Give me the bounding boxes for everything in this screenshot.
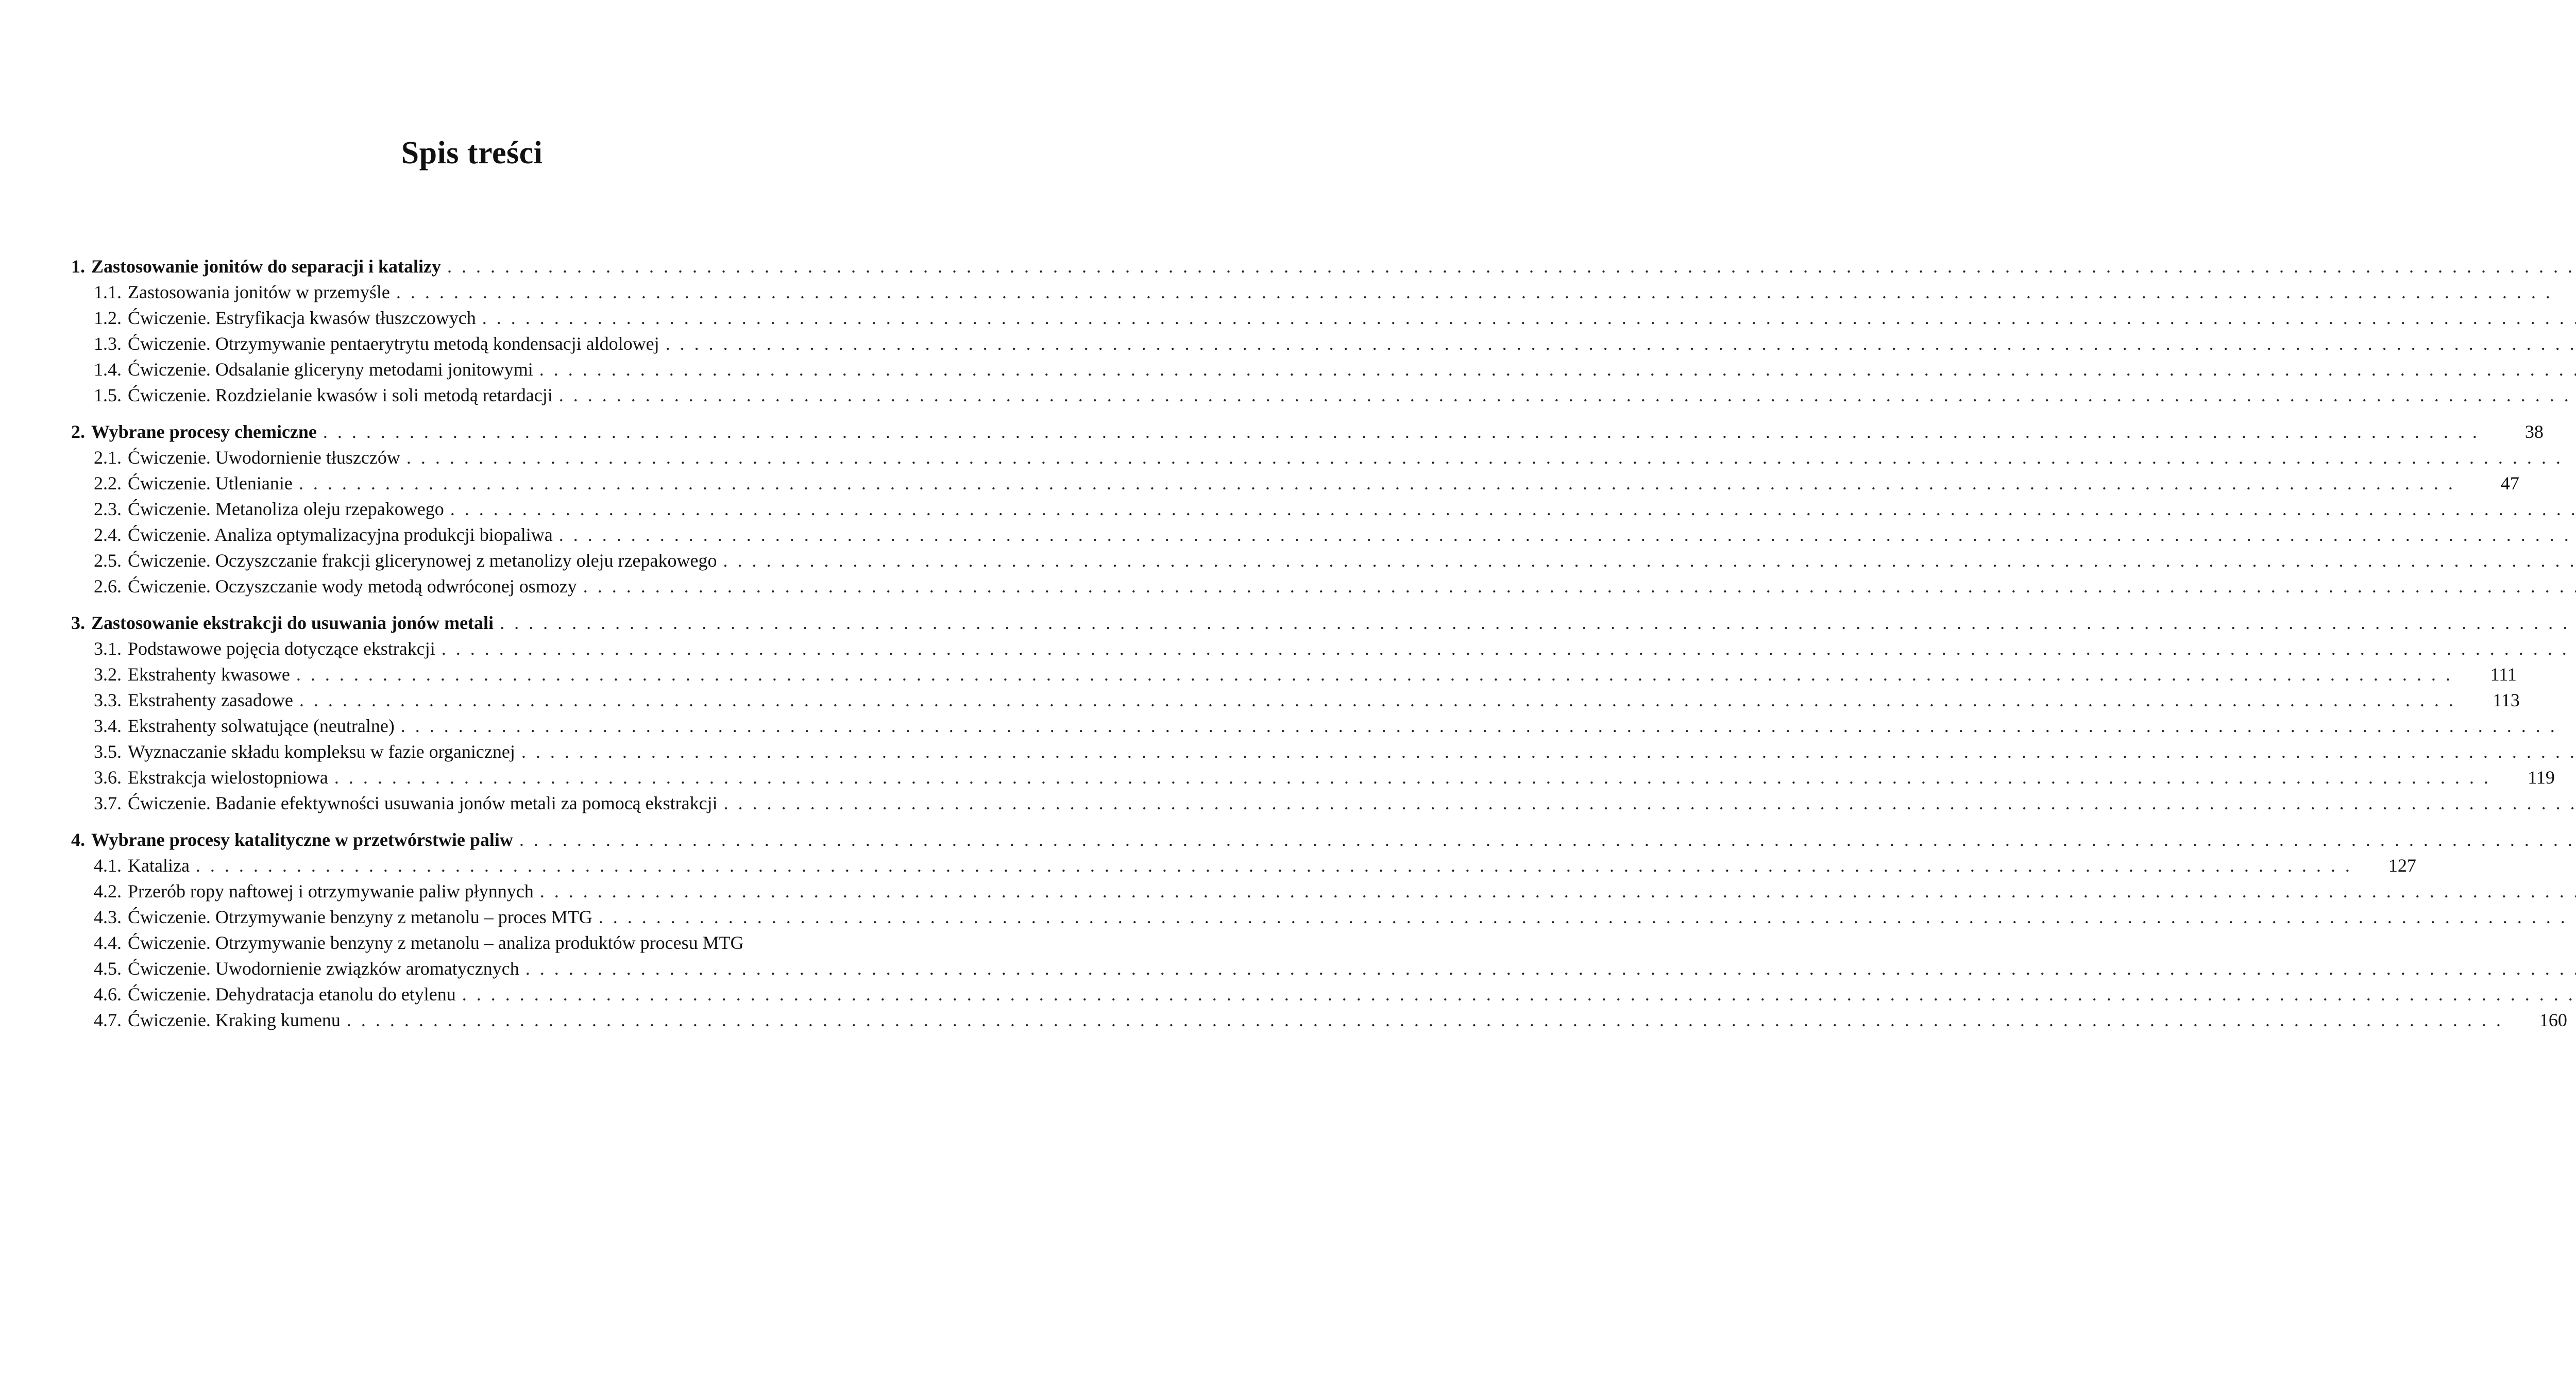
dot-leader xyxy=(401,713,2557,739)
section-entry xyxy=(71,713,854,739)
section-entry xyxy=(71,853,2416,878)
entry-number: 4.2. xyxy=(94,881,122,902)
chapter-block xyxy=(71,827,2567,1033)
section-entry xyxy=(71,331,854,356)
dot-leader xyxy=(442,636,2576,661)
entry-title: Wyznaczanie składu kompleksu w fazie organicznej xyxy=(128,741,515,762)
section-entry xyxy=(71,687,2520,713)
entry-number: 2. xyxy=(71,421,85,442)
dot-leader xyxy=(723,548,2576,573)
entry-title: Ćwiczenie. Rozdzielanie kwasów i soli metodą retardacji xyxy=(128,385,553,405)
chapter-block xyxy=(71,253,854,408)
section-entry xyxy=(71,739,854,764)
section-entry xyxy=(71,636,854,661)
entry-title: Ćwiczenie. Uwodornienie tłuszczów xyxy=(128,447,400,468)
entry-number: 4.6. xyxy=(94,984,122,1005)
page-number: 38 xyxy=(2524,421,2544,442)
section-entry xyxy=(71,356,854,382)
dot-leader xyxy=(540,878,2576,904)
entry-number: 4. xyxy=(71,829,85,850)
entry-title: Ćwiczenie. Odsalanie gliceryny metodami jonitowymi xyxy=(128,359,533,380)
entry-title: Ćwiczenie. Estryfikacja kwasów tłuszczowych xyxy=(128,308,476,328)
entry-number: 1.4. xyxy=(94,359,122,380)
section-entry xyxy=(71,522,854,548)
entry-title: Ćwiczenie. Metanoliza oleju rzepakowego xyxy=(128,499,444,519)
section-entry xyxy=(71,548,854,573)
entry-number: 1.2. xyxy=(94,308,122,328)
entry-title: Ćwiczenie. Kraking kumenu xyxy=(128,1010,341,1030)
dot-leader xyxy=(599,904,2576,930)
entry-title: Ćwiczenie. Otrzymywanie benzyny z metanolu – analiza produktów procesu MTG xyxy=(128,932,744,953)
chapter-entry xyxy=(71,610,854,636)
dot-leader xyxy=(521,739,2576,764)
entry-number: 4.1. xyxy=(94,855,122,876)
entry-title: Ćwiczenie. Dehydratacja etanolu do etylenu xyxy=(128,984,456,1005)
section-entry xyxy=(71,382,854,408)
entry-title: Ekstrahenty kwasowe xyxy=(128,664,290,685)
entry-number: 3.4. xyxy=(94,716,122,736)
entry-title: Ekstrahenty solwatujące (neutralne) xyxy=(128,716,395,736)
entry-title: Wybrane procesy chemiczne xyxy=(91,421,317,442)
entry-number: 4.5. xyxy=(94,958,122,979)
page-number xyxy=(2560,279,2576,305)
dot-leader xyxy=(450,496,2576,522)
entry-title: Ekstrahenty zasadowe xyxy=(128,690,293,710)
section-entry xyxy=(71,661,2517,687)
entry-number: 4.4. xyxy=(94,932,122,953)
page-number: 127 xyxy=(2388,855,2416,876)
dot-leader xyxy=(299,470,2455,496)
dot-leader xyxy=(296,661,2453,687)
dot-leader xyxy=(323,419,2480,445)
entry-number: 3.1. xyxy=(94,638,122,659)
entry-number: 2.1. xyxy=(94,447,122,468)
entry-title: Ćwiczenie. Otrzymywanie pentaerytrytu metodą kondensacji aldolowej xyxy=(128,333,659,354)
page-number: 113 xyxy=(2493,690,2520,710)
dot-leader xyxy=(347,1007,2503,1033)
chapter-block xyxy=(71,610,2555,816)
entry-number: 2.3. xyxy=(94,499,122,519)
entry-title: Ćwiczenie. Otrzymywanie benzyny z metanolu – proces MTG xyxy=(128,907,592,927)
dot-leader xyxy=(559,382,2576,408)
dot-leader xyxy=(406,445,2563,470)
section-entry xyxy=(71,1007,2567,1033)
entry-number: 1.1. xyxy=(94,282,122,302)
entry-title: Ekstrakcja wielostopniowa xyxy=(128,767,328,788)
page-number xyxy=(2565,713,2576,739)
entry-number: 3. xyxy=(71,613,85,633)
page-title: Spis treści xyxy=(401,135,543,171)
page-number: 160 xyxy=(2539,1010,2567,1030)
dot-leader xyxy=(519,827,2576,853)
dot-leader xyxy=(724,790,2576,816)
entry-title: Kataliza xyxy=(128,855,190,876)
dot-leader xyxy=(526,956,2576,981)
section-entry xyxy=(71,790,854,816)
section-entry xyxy=(71,764,2555,790)
entry-title: Zastosowanie jonitów do separacji i katalizy xyxy=(91,256,441,277)
dot-leader xyxy=(462,981,2576,1007)
chapter-entry xyxy=(71,253,854,279)
entry-title: Zastosowania jonitów w przemyśle xyxy=(128,282,390,302)
section-entry xyxy=(71,981,854,1007)
dot-leader xyxy=(334,764,2491,790)
entry-number: 3.3. xyxy=(94,690,122,710)
entry-title: Przerób ropy naftowej i otrzymywanie paliw płynnych xyxy=(128,881,534,902)
entry-number: 2.4. xyxy=(94,524,122,545)
entry-title: Ćwiczenie. Utlenianie xyxy=(128,473,293,494)
entry-title: Wybrane procesy katalityczne w przetwórstwie paliw xyxy=(91,829,513,850)
chapter-block xyxy=(71,419,2544,599)
section-entry xyxy=(71,470,2519,496)
entry-title: Ćwiczenie. Oczyszczanie frakcji glicerynowej z metanolizy oleju rzepakowego xyxy=(128,550,717,571)
entry-title: Ćwiczenie. Analiza optymalizacyjna produkcji biopaliwa xyxy=(128,524,553,545)
entry-number: 2.2. xyxy=(94,473,122,494)
entry-title: Zastosowanie ekstrakcji do usuwania jonów metali xyxy=(91,613,494,633)
entry-number: 2.5. xyxy=(94,550,122,571)
dot-leader xyxy=(500,610,2576,636)
entry-number: 1.5. xyxy=(94,385,122,405)
dot-leader xyxy=(447,253,2576,279)
entry-number: 4.7. xyxy=(94,1010,122,1030)
section-entry xyxy=(71,573,854,599)
entry-number: 3.6. xyxy=(94,767,122,788)
dot-leader xyxy=(583,573,2576,599)
page-number: 111 xyxy=(2490,664,2517,685)
chapter-entry xyxy=(71,419,2544,445)
section-entry xyxy=(71,904,854,930)
page-number xyxy=(2570,445,2576,470)
entry-number: 3.2. xyxy=(94,664,122,685)
table-of-contents xyxy=(71,253,2567,1044)
dot-leader xyxy=(539,356,2576,382)
page-number: 119 xyxy=(2528,767,2555,788)
entry-title: Podstawowe pojęcia dotyczące ekstrakcji xyxy=(128,638,435,659)
entry-number: 3.5. xyxy=(94,741,122,762)
chapter-entry xyxy=(71,827,854,853)
entry-number: 2.6. xyxy=(94,576,122,597)
dot-leader xyxy=(559,522,2576,548)
section-entry xyxy=(71,956,854,981)
page-number: 47 xyxy=(2500,473,2519,494)
entry-title: Ćwiczenie. Oczyszczanie wody metodą odwróconej osmozy xyxy=(128,576,577,597)
section-entry xyxy=(71,878,854,904)
section-entry xyxy=(71,305,854,331)
entry-number: 4.3. xyxy=(94,907,122,927)
section-entry xyxy=(71,445,854,470)
section-entry xyxy=(71,496,854,522)
section-entry xyxy=(71,279,854,305)
dot-leader xyxy=(482,305,2576,331)
dot-leader xyxy=(299,687,2456,713)
dot-leader xyxy=(396,279,2553,305)
entry-title: Ćwiczenie. Uwodornienie związków aromatycznych xyxy=(128,958,519,979)
entry-number: 3.7. xyxy=(94,793,122,813)
entry-number: 1.3. xyxy=(94,333,122,354)
dot-leader xyxy=(196,853,2352,878)
entry-title: Ćwiczenie. Badanie efektywności usuwania jonów metali za pomocą ekstrakcji xyxy=(128,793,718,813)
dot-leader xyxy=(666,331,2576,356)
section-entry xyxy=(71,930,854,956)
entry-number: 1. xyxy=(71,256,85,277)
